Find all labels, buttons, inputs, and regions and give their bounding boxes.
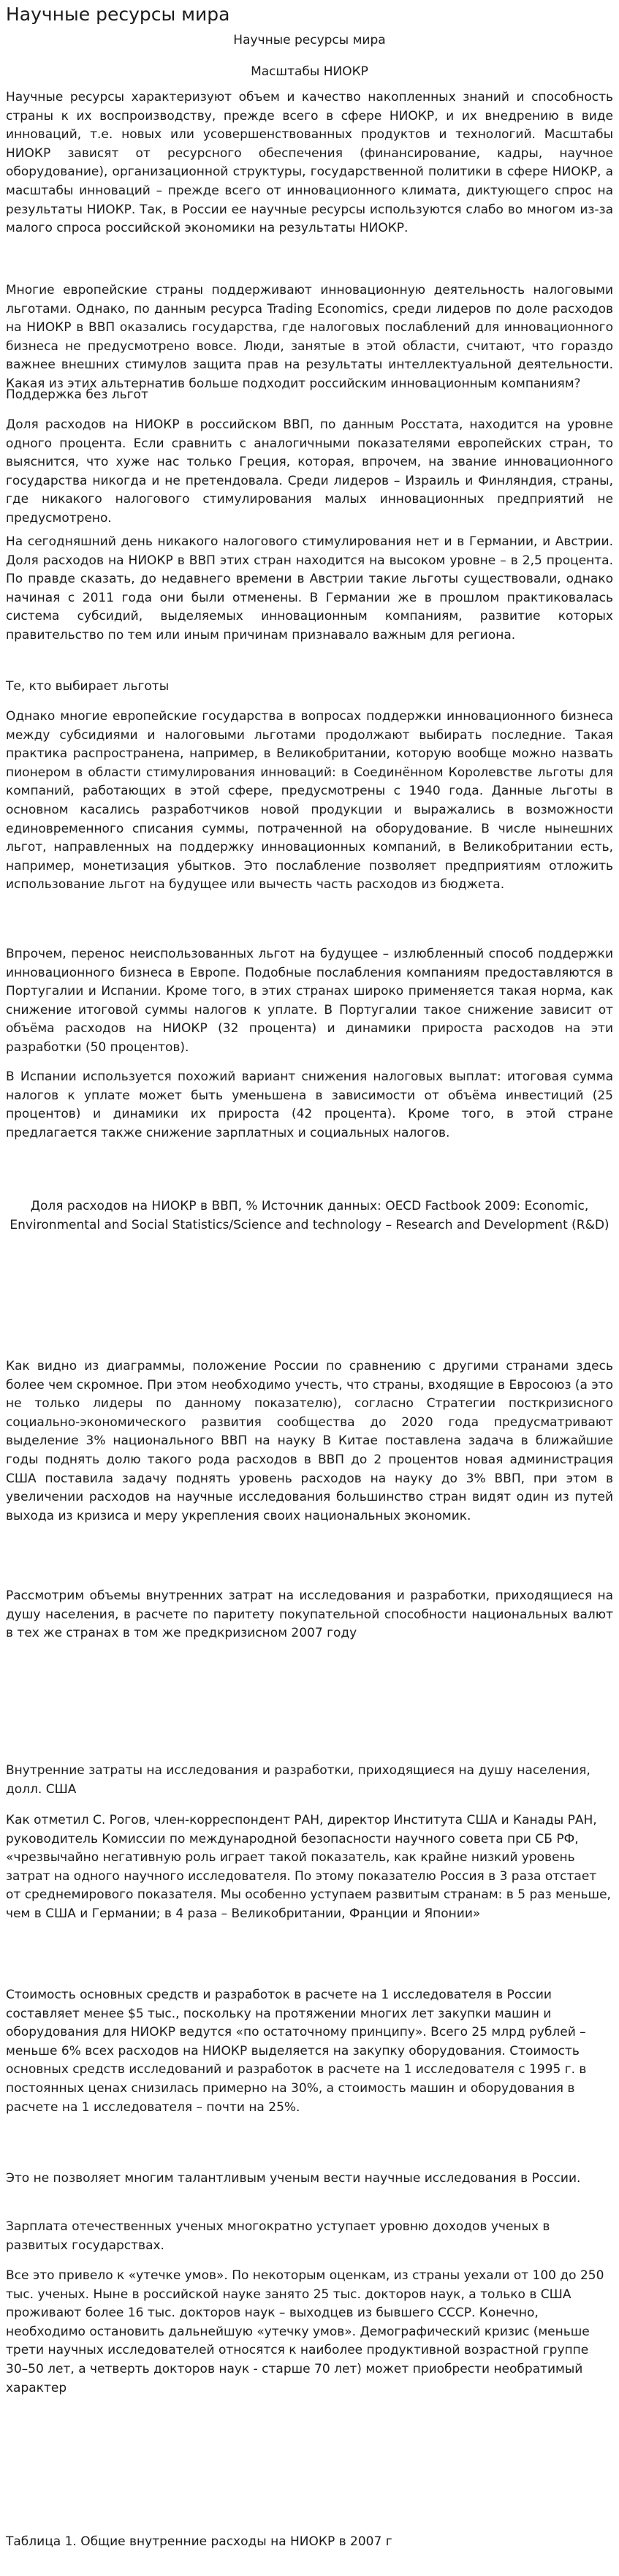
paragraph-intro: Научные ресурсы характеризуют объем и качество накопленных знаний и способность страны к их воспроизводству, прежде всего в сфере НИОКР, и их внедрению в виде инноваций, т.е. новых или усовершенствованных продуктов и технологий. Масштабы НИОКР зависят от ресурсного обеспечения (финансирование, кадры, научное оборудование), организационной структуры, государственной политики в сфере НИОКР, а масштабы инноваций – прежде всего от инновационного климата, диктующего спрос на результаты НИОКР. Так, в России ее научные ресурсы используются слабо во многом из-за малого спроса российской экономики на результаты НИОКР. [6,90,613,236]
article-subtitle: Масштабы НИОКР [251,64,368,79]
paragraph-portugal-spain: Впрочем, перенос неиспользованных льгот на будущее – излюбленный способ поддержки инновационного бизнеса в Европе. Подобные послабления компаниям предоставляются в Португалии и Испании. Кроме того, в этих странах широко применяется такая норма, как снижение итоговой суммы налогов к уплате. В Португалии такое снижение зависит от объёма расходов на НИОКР (32 процента) и динамики прироста расходов на эти разработки (50 процентов). [6,947,613,1055]
site-title: Научные ресурсы мира [6,4,230,25]
paragraph-per-capita: Рассмотрим объемы внутренних затрат на исследования и разработки, приходящиеся на душу населения, в расчете по паритету покупательной способности национальных валют в тех же странах в том же предкризисном 2007 году [6,1588,613,1641]
paragraph-rosstat: Доля расходов на НИОКР в российском ВВП, по данным Росстата, находится на уровне одного процента. Если сравнить с аналогичными показателями европейских стран, то выяснится, что хуже нас только Греция, которая, впрочем, на звание инновационного государства никогда и не претендовала. Среди лидеров – Израиль и Финляндия, страны, где никакого налогового стимулирования малых инновационных предприятий не предусмотрено. [6,417,613,526]
table-caption: Таблица 1. Общие внутренние расходы на НИОКР в 2007 г [6,2534,392,2549]
paragraph-brain-drain: Все это привело к «утечке умов». По некоторым оценкам, из страны уехали от 100 до 250 тыс. ученых. Ныне в российской науке занято 25 тыс. докторов наук, а только в США проживают более 16 тыс. докторов наук – выходцев из бывшего СССР. Конечно, необходимо остановить дальнейшую «утечку умов». Демографический кризис (меньше трети научных исследователей относятся к наиболее продуктивной возрастной группе 30–50 лет, а четверть докторов наук - старше 70 лет) может приобрести необратимый характер [6,2268,604,2395]
paragraph-talented-scientists: Это не позволяет многим талантливым ученым вести научные исследования в России. [6,2171,581,2186]
article-title: Научные ресурсы мира [233,33,386,48]
paragraph-germany-austria: На сегодняшний день никакого налогового стимулирования нет и в Германии, и Австрии. Доля расходов на НИОКР в ВВП этих стран находится на высоком уровне – в 2,5 процента. По правде сказать, до недавнего времени в Австрии такие льготы существовали, однако начиная с 2011 года они были отменены. В Германии же в прошлом практиковалась система субсидий, выделяемых инновационным компаниям, развитие которых правительство по тем или иным причинам признавало важным для региона. [6,534,613,643]
paragraph-tax-incentives: Многие европейские страны поддерживают инновационную деятельность налоговыми льготами. Однако, по данным ресурса Trading Economics, среди лидеров по доле расходов на НИОКР в ВВП оказались государства, где налоговых послаблений для инновационного бизнеса не предусмотрено вовсе. Люди, занятые в этой области, считают, что гораздо важнее внешних стимулов защита прав на результаты интеллектуальной деятельности. Какая из этих альтернатив больше подходит российским инновационным компаниям? [6,283,613,391]
paragraph-rogov-quote: Как отметил С. Рогов, член-корреспондент РАН, директор Института США и Канады РАН, руководитель Комиссии по международной безопасности научного совета при СБ РФ, «чрезвычайно негативную роль играет такой показатель, как крайне низкий уровень затрат на одного научного исследователя. По этому показателю Россия в 3 раза отстает от среднемирового показателя. Мы особенно уступаем развитым странам: в 5 раз меньше, чем в США и Германии; в 4 раза – Великобритании, Франции и Японии» [6,1813,611,1921]
paragraph-diagram-analysis: Как видно из диаграммы, положение России по сравнению с другими странами здесь более чем скромное. При этом необходимо учесть, что страны, входящие в Евросоюз (а это не только лидеры по данному показателю), согласно Стратегии посткризисного социально-экономического развития сообщества до 2020 года предусматривают выделение 3% национального ВВП на науку В Китае поставлена задача в ближайшие годы поднять долю такого рода расходов в ВВП до 2 процентов новая администрация США поставила задачу поднять уровень расходов на науку до 3% ВВП, при этом в увеличении расходов на научные исследования большинство стран видят один из путей выхода из кризиса и меру укрепления своих национальных экономик. [6,1359,613,1523]
paragraph-spain: В Испании используется похожий вариант снижения налоговых выплат: итоговая сумма налогов к уплате может быть уменьшена в зависимости от объёма инвестиций (25 процентов) и динамики их прироста (42 процента). Кроме того, в этой стране предлагается также снижение зарплатных и социальных налогов. [6,1069,613,1140]
paragraph-salary: Зарплата отечественных ученых многократно уступает уровню доходов ученых в развитых государствах. [6,2219,550,2253]
paragraph-equipment-cost: Стоимость основных средств и разработок в расчете на 1 исследователя в России составляет менее $5 тыс., поскольку на протяжении многих лет закупки машин и оборудования для НИОКР ведутся «по остаточному принципу». Всего 25 млрд рублей – меньше 6% всех расходов на НИОКР выделяется на закупку оборудования. Стоимость основных средств исследований и разработок в расчете на 1 исследователя с 1995 г. в постоянных ценах снизилась примерно на 30%, а стоимость машин и оборудования в расчете на 1 исследователя – почти на 25%. [6,1988,587,2115]
section-heading-no-benefits: Поддержка без льгот [6,387,148,402]
section-heading-choose-benefits: Те, кто выбирает льготы [6,679,170,694]
chart-caption-per-capita: Внутренние затраты на исследования и разработки, приходящиеся на душу населения, долл. США [6,1763,590,1797]
chart-caption: Доля расходов на НИОКР в ВВП, % Источник данных: OECD Factbook 2009: Economic, Environmental and Social Statistics/Science and technology – Research and Development (R&D) [10,1199,609,1232]
paragraph-uk: Однако многие европейские государства в вопросах поддержки инновационного бизнеса между субсидиями и налоговыми льготами продолжают выбирать последние. Такая практика распространена, например, в Великобритании, которую вообще можно назвать пионером в области стимулирования инноваций: в Соединённом Королевстве льготы для компаний, работающих в этой сфере, предусмотрены с 1940 года. Данные льготы в основном касались разработчиков новой продукции и выражались в возможности единовременного списания суммы, потраченной на оборудование. В числе нынешних льгот, направленных на поддержку инновационных компаний, в Великобритании есть, например, монетизация убытков. Это послабление позволяет предприятиям отложить использование льгот на будущее или вычесть часть расходов из бюджета. [6,709,613,893]
